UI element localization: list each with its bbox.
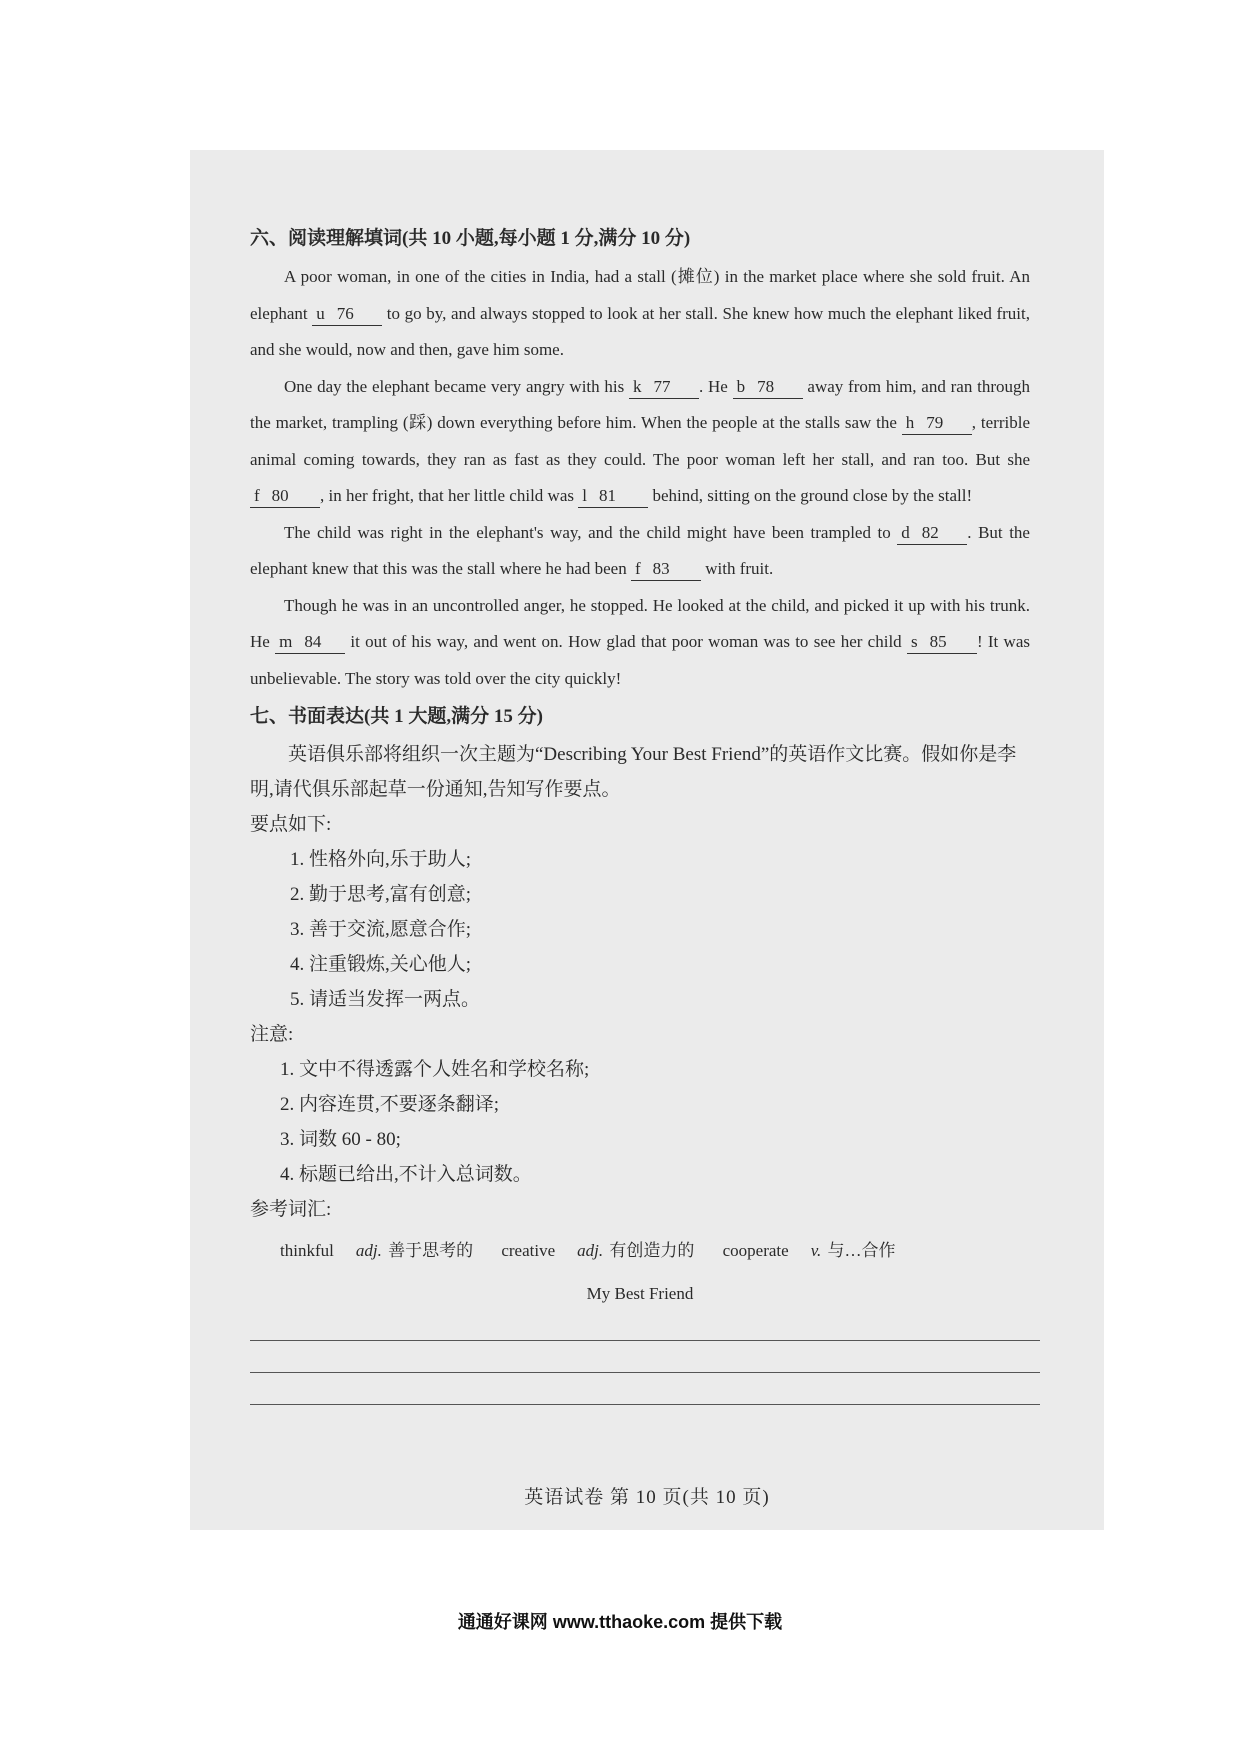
point-item: 1. 性格外向,乐于助人;	[290, 849, 472, 870]
blank-77[interactable]	[629, 376, 699, 399]
blank-79[interactable]	[902, 412, 972, 435]
blank-letter: u	[316, 303, 325, 323]
blank-76[interactable]	[312, 303, 382, 326]
passage-paragraph-1	[250, 259, 1030, 369]
text: with fruit.	[700, 559, 774, 578]
note-item: 1. 文中不得透露个人姓名和学校名称;	[280, 1059, 590, 1080]
blank-number: 85	[929, 632, 947, 651]
notes-label: 注意:	[250, 1024, 294, 1045]
blank-letter: h	[905, 413, 915, 432]
site-footer: 通通好课网 www.tthaoke.com 提供下载	[457, 1612, 783, 1632]
essay-title: My Best Friend	[586, 1284, 694, 1303]
text: to go by, and always stopped to look at her stall. She knew how much the elephant liked fruit, and she would, now and then, gave him some.	[250, 303, 1030, 359]
blank-letter: d	[901, 522, 910, 542]
blank-number: 82	[921, 522, 939, 542]
vocab-pos: adj.	[355, 1241, 382, 1260]
note-item: 2. 内容连贯,不要逐条翻译;	[280, 1094, 500, 1115]
blank-81[interactable]	[578, 485, 648, 508]
text: . But the elephant knew that this was the stall where he had been	[250, 522, 1030, 578]
blank-letter: m	[279, 632, 293, 651]
text: . He	[699, 376, 733, 396]
note-item: 4. 标题已给出,不计入总词数。	[280, 1164, 532, 1185]
points-label: 要点如下:	[250, 814, 332, 835]
blank-83[interactable]	[631, 558, 701, 581]
vocab-word: creative	[501, 1241, 556, 1260]
passage-paragraph-2	[250, 369, 1030, 515]
blank-letter: f	[634, 559, 641, 578]
blank-number: 80	[271, 486, 289, 505]
section6-title: 六、阅读理解填词(共 10 小题,每小题 1 分,满分 10 分)	[250, 228, 691, 249]
blank-number: 81	[598, 486, 616, 505]
blank-letter: f	[254, 486, 260, 505]
text: The child was right in the elephant's way, and the child might have been trampled to	[284, 522, 898, 542]
text: One day the elephant became very angry with his	[284, 376, 630, 396]
blank-number: 79	[926, 413, 944, 432]
vocab-label: 参考词汇:	[250, 1199, 332, 1220]
page-footer: 英语试卷 第 10 页(共 10 页)	[524, 1487, 770, 1508]
passage-paragraph-3	[250, 515, 1030, 588]
blank-number: 76	[336, 303, 354, 323]
vocab-meaning: 与…合作	[827, 1241, 896, 1260]
point-item: 3. 善于交流,愿意合作;	[290, 919, 472, 940]
point-item: 5. 请适当发挥一两点。	[290, 989, 481, 1010]
vocab-pos: v.	[810, 1241, 822, 1260]
blank-number: 78	[757, 376, 775, 396]
text: A poor woman, in one of the cities in India, had a stall (摊位) in the market place where she sold fruit. An elephant	[250, 267, 1030, 323]
writing-line[interactable]	[250, 1373, 1040, 1405]
vocab-list	[250, 1233, 1030, 1269]
blank-84[interactable]	[275, 631, 345, 654]
text: behind, sitting on the ground close by the stall!	[648, 486, 973, 505]
blank-78[interactable]	[733, 376, 803, 399]
text: , in her fright, that her little child was	[320, 486, 579, 505]
blank-number: 83	[652, 559, 670, 578]
vocab-pos: adj.	[577, 1241, 604, 1260]
vocab-meaning: 有创造力的	[609, 1241, 695, 1260]
text: it out of his way, and went on. How glad that poor woman was to see her child	[345, 632, 907, 651]
blank-80[interactable]	[250, 485, 320, 508]
vocab-meaning: 善于思考的	[388, 1241, 474, 1260]
text: ! It was unbelievable. The story was told over the city quickly!	[250, 632, 1030, 688]
blank-85[interactable]	[907, 631, 977, 654]
vocab-word: cooperate	[722, 1241, 789, 1260]
exam-content	[250, 225, 1030, 1405]
blank-number: 77	[653, 376, 671, 396]
text: away from him, and ran through the market, trampling (踩) down everything before him. When the people at the stalls saw the	[250, 376, 1030, 432]
passage-paragraph-4	[250, 588, 1030, 698]
blank-number: 84	[304, 632, 322, 651]
blank-82[interactable]	[897, 522, 967, 545]
writing-line[interactable]	[250, 1341, 1040, 1373]
point-item: 2. 勤于思考,富有创意;	[290, 884, 472, 905]
section7-title: 七、书面表达(共 1 大题,满分 15 分)	[250, 706, 543, 727]
writing-prompt: 英语俱乐部将组织一次主题为“Describing Your Best Friend”的英语作文比赛。假如你是李明,请代俱乐部起草一份通知,告知写作要点。	[250, 744, 1017, 800]
blank-letter: s	[910, 632, 918, 651]
note-item: 3. 词数 60 - 80;	[280, 1129, 401, 1150]
writing-line[interactable]	[250, 1309, 1040, 1341]
text: Though he was in an uncontrolled anger, he stopped. He looked at the child, and picked it up with his trunk. He	[250, 595, 1030, 651]
vocab-word: thinkful	[280, 1241, 334, 1260]
blank-letter: b	[736, 376, 746, 396]
blank-letter: k	[633, 376, 642, 396]
text: , terrible animal coming towards, they ran as fast as they could. The poor woman left her stall, and ran too. But she	[250, 413, 1030, 469]
point-item: 4. 注重锻炼,关心他人;	[290, 954, 472, 975]
blank-letter: l	[582, 486, 587, 505]
